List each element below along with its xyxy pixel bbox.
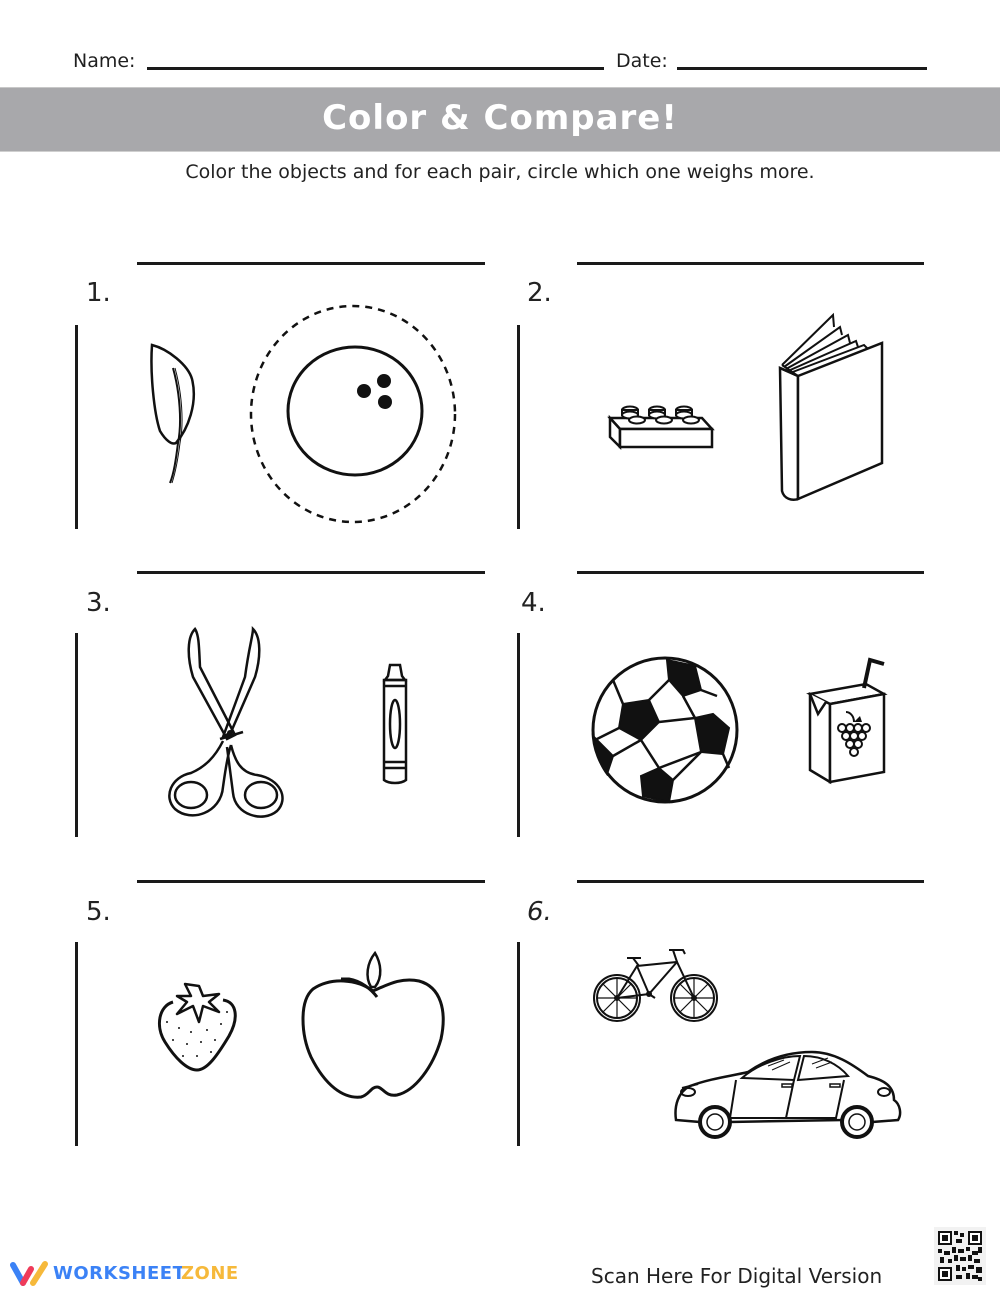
book-icon[interactable] <box>778 313 884 503</box>
name-field-line[interactable] <box>147 67 604 70</box>
page-title: Color & Compare! <box>322 98 678 138</box>
bowling-ball-icon[interactable] <box>285 344 425 478</box>
divider-line <box>517 325 520 529</box>
problem-number: 4. <box>521 588 546 618</box>
juice-box-icon[interactable] <box>808 658 888 784</box>
divider-line <box>75 942 78 1146</box>
strawberry-icon[interactable] <box>157 982 241 1072</box>
divider-line <box>75 633 78 837</box>
answer-line <box>577 262 924 265</box>
scissors-icon[interactable] <box>165 627 290 822</box>
problem-number: 6. <box>527 897 552 927</box>
answer-line <box>137 571 485 574</box>
answer-line <box>137 880 485 883</box>
apple-icon[interactable] <box>301 951 445 1101</box>
logo-text-primary: WORKSHEET <box>53 1263 186 1284</box>
worksheetzone-logo[interactable] <box>7 1261 237 1287</box>
crayon-icon[interactable] <box>381 662 409 786</box>
instructions: Color the objects and for each pair, circle which one weighs more. <box>185 161 815 183</box>
divider-line <box>517 942 520 1146</box>
date-field-line[interactable] <box>677 67 927 70</box>
problem-number: 1. <box>86 278 111 308</box>
feather-icon[interactable] <box>148 343 208 488</box>
problem-number: 3. <box>86 588 111 618</box>
qr-code-icon[interactable] <box>934 1227 986 1285</box>
answer-line <box>577 571 924 574</box>
date-label: Date: <box>616 50 668 72</box>
logo-text-secondary: ZONE <box>181 1263 239 1284</box>
problem-number: 5. <box>86 897 111 927</box>
bicycle-icon[interactable] <box>593 946 721 1026</box>
logo-mark-icon <box>9 1261 49 1287</box>
soccer-ball-icon[interactable] <box>591 656 739 804</box>
divider-line <box>517 633 520 837</box>
toy-brick-icon[interactable] <box>608 405 714 451</box>
divider-line <box>75 325 78 529</box>
problem-number: 2. <box>527 278 552 308</box>
title-banner <box>0 87 1000 152</box>
answer-line <box>137 262 485 265</box>
scan-text: Scan Here For Digital Version <box>591 1264 883 1288</box>
car-icon[interactable] <box>672 1050 904 1140</box>
name-label: Name: <box>73 50 136 72</box>
answer-line <box>577 880 924 883</box>
